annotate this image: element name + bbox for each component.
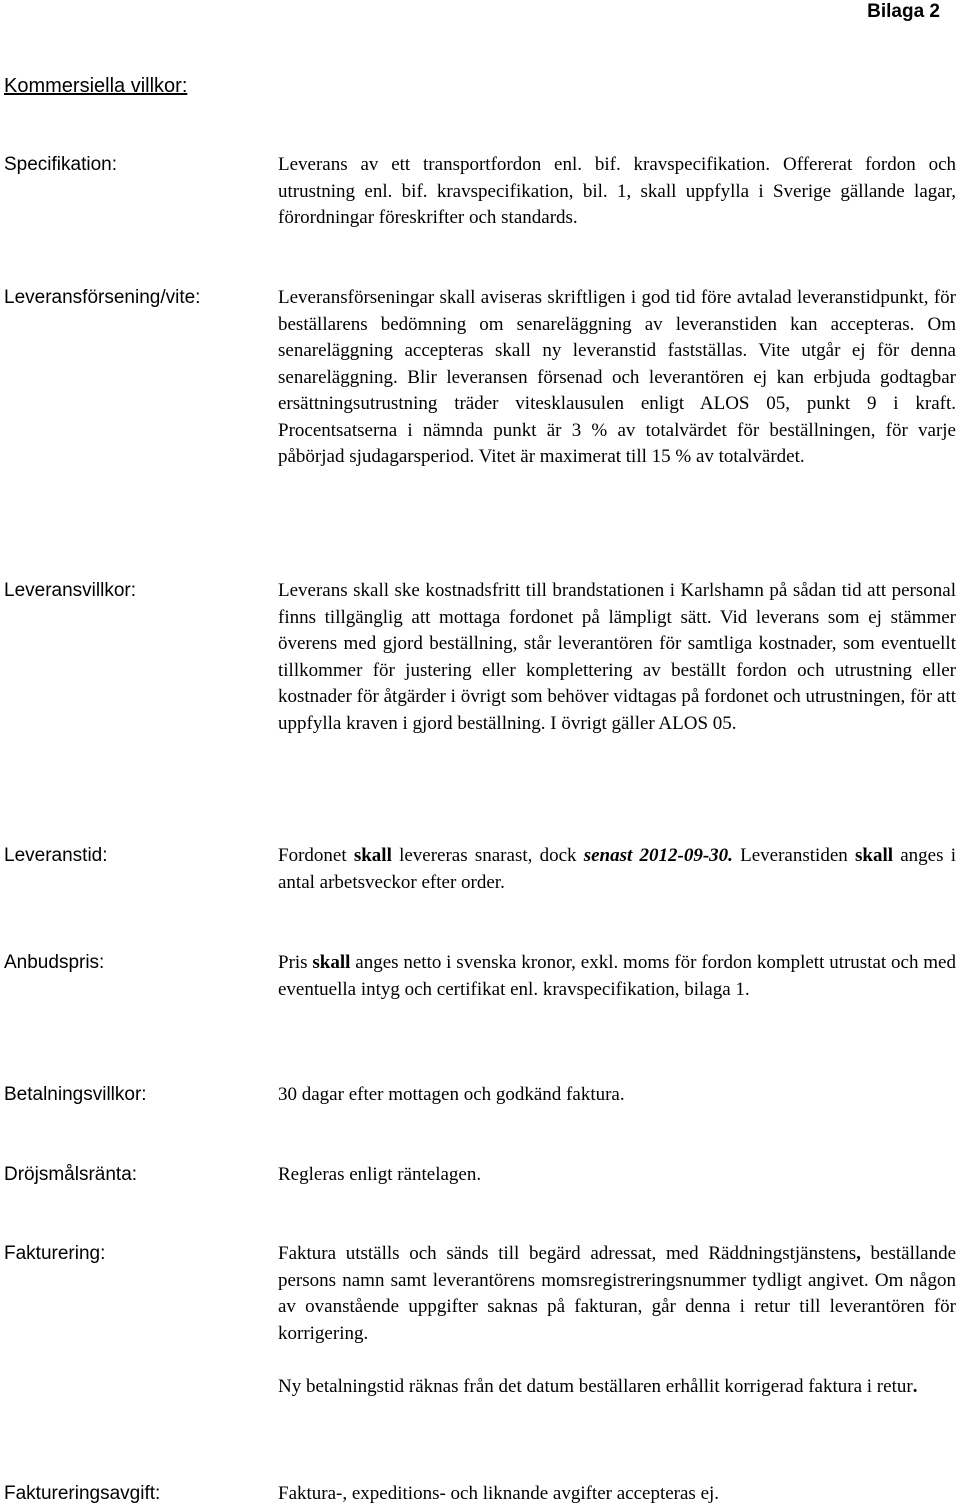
emphasis-text: skall bbox=[854, 845, 894, 866]
body-text: Fordonet bbox=[278, 845, 354, 866]
section-label: Fakturering: bbox=[4, 1243, 106, 1264]
section-paragraph bbox=[278, 1241, 956, 1347]
section-paragraph bbox=[278, 843, 956, 896]
body-text: Leveranstiden bbox=[732, 845, 855, 866]
section-label: Betalningsvillkor: bbox=[4, 1084, 147, 1105]
emphasis-text: skall bbox=[353, 845, 392, 866]
document-title: Kommersiella villkor: bbox=[4, 75, 188, 97]
body-text: Pris bbox=[278, 952, 313, 973]
section-body bbox=[278, 578, 956, 737]
section-body bbox=[278, 843, 956, 896]
section-paragraph bbox=[278, 152, 956, 232]
section-body bbox=[278, 1241, 956, 1400]
body-text: Leveransförseningar skall aviseras skriftligen i god tid före avtalad leveranstidpunkt, för beställarens bedömning om senareläggning av leveranstiden kan accepteras. Om senareläggning accepteras skall ny leveranstid fastställas. Vite utgår ej för denna senareläggning. Blir leveransen försenad och leverantören ej kan erbjuda godtagbar ersättningsutrustning träder vitesklausulen enligt ALOS 05, punkt 9 i kraft. Procentsatserna i nämnda punkt är 3 % av totalvärdet för beställningen, för varje påbörjad sjudagarsperiod. Vitet är maximerat till 15 % av totalvärdet. bbox=[278, 287, 956, 467]
body-text: beställande persons namn samt leverantörens momsregistreringsnummer tydligt angivet. Om någon av ovanstående uppgifter saknas på fakturan, går denna i retur till leverantören för korrigering. bbox=[278, 1243, 957, 1344]
section-label: Leveransförsening/vite: bbox=[4, 287, 201, 308]
body-text: anges netto i svenska kronor, exkl. moms för fordon komplett utrustat och med eventuella intyg och certifikat enl. kravspecifikation, bilaga 1. bbox=[278, 952, 956, 1000]
section-label: Anbudspris: bbox=[4, 952, 105, 973]
body-text: levereras snarast, dock bbox=[391, 845, 584, 866]
section-paragraph bbox=[278, 1374, 956, 1401]
emphasis-text: , bbox=[856, 1243, 861, 1264]
section-body bbox=[278, 1082, 956, 1109]
section-paragraph bbox=[278, 578, 956, 737]
body-text: Ny betalningstid räknas från det datum beställaren erhållit korrigerad faktura i retur bbox=[278, 1375, 913, 1397]
section-label: Specifikation: bbox=[4, 154, 118, 175]
section-paragraph bbox=[278, 285, 956, 471]
emphasis-text: . bbox=[912, 1375, 918, 1397]
section-paragraph bbox=[278, 1481, 956, 1508]
body-text: Regleras enligt räntelagen. bbox=[278, 1164, 482, 1185]
body-text: Leverans av ett transportfordon enl. bif. kravspecifikation. Offererat fordon och utrustning enl. bif. kravspecifikation, bil. 1, skall uppfylla i Sverige gällande lagar, förordningar föreskrifter och standards. bbox=[278, 154, 956, 228]
section-label: Leveranstid: bbox=[4, 845, 108, 866]
section-label: Dröjsmålsränta: bbox=[4, 1164, 138, 1185]
section-body bbox=[278, 1481, 956, 1508]
section-body bbox=[278, 950, 956, 1003]
emphasis-text: senast 2012-09-30. bbox=[583, 845, 733, 866]
section-paragraph bbox=[278, 1082, 956, 1109]
body-text: Leverans skall ske kostnadsfritt till brandstationen i Karlshamn på sådan tid att personal finns tillgänglig att mottaga fordonet på lämpligt sätt. Vid leverans som ej stämmer överens med gjord beställning, står leverantören för samtliga kostnader, som eventuellt tillkommer för justering eller komplettering av beställt fordon och utrustning eller kostnader för åtgärder i övrigt som behöver vidtagas på fordonet och utrustningen, för att uppfylla kraven i gjord beställning. I övrigt gäller ALOS 05. bbox=[278, 580, 956, 734]
emphasis-text: skall bbox=[312, 952, 351, 973]
section-body bbox=[278, 1162, 956, 1189]
body-text: Faktura utställs och sänds till begärd adressat, med Räddningstjänstens bbox=[278, 1243, 857, 1264]
attachment-label: Bilaga 2 bbox=[867, 1, 940, 22]
body-text: 30 dagar efter mottagen och godkänd faktura. bbox=[278, 1084, 625, 1105]
section-paragraph bbox=[278, 950, 956, 1003]
section-label: Faktureringsavgift: bbox=[4, 1483, 161, 1504]
section-body bbox=[278, 285, 956, 471]
body-text: anges i antal arbetsveckor efter order. bbox=[278, 845, 956, 893]
section-label: Leveransvillkor: bbox=[4, 580, 136, 601]
body-text: Faktura-, expeditions- och liknande avgifter accepteras ej. bbox=[278, 1483, 720, 1504]
section-paragraph bbox=[278, 1162, 956, 1189]
section-body bbox=[278, 152, 956, 232]
